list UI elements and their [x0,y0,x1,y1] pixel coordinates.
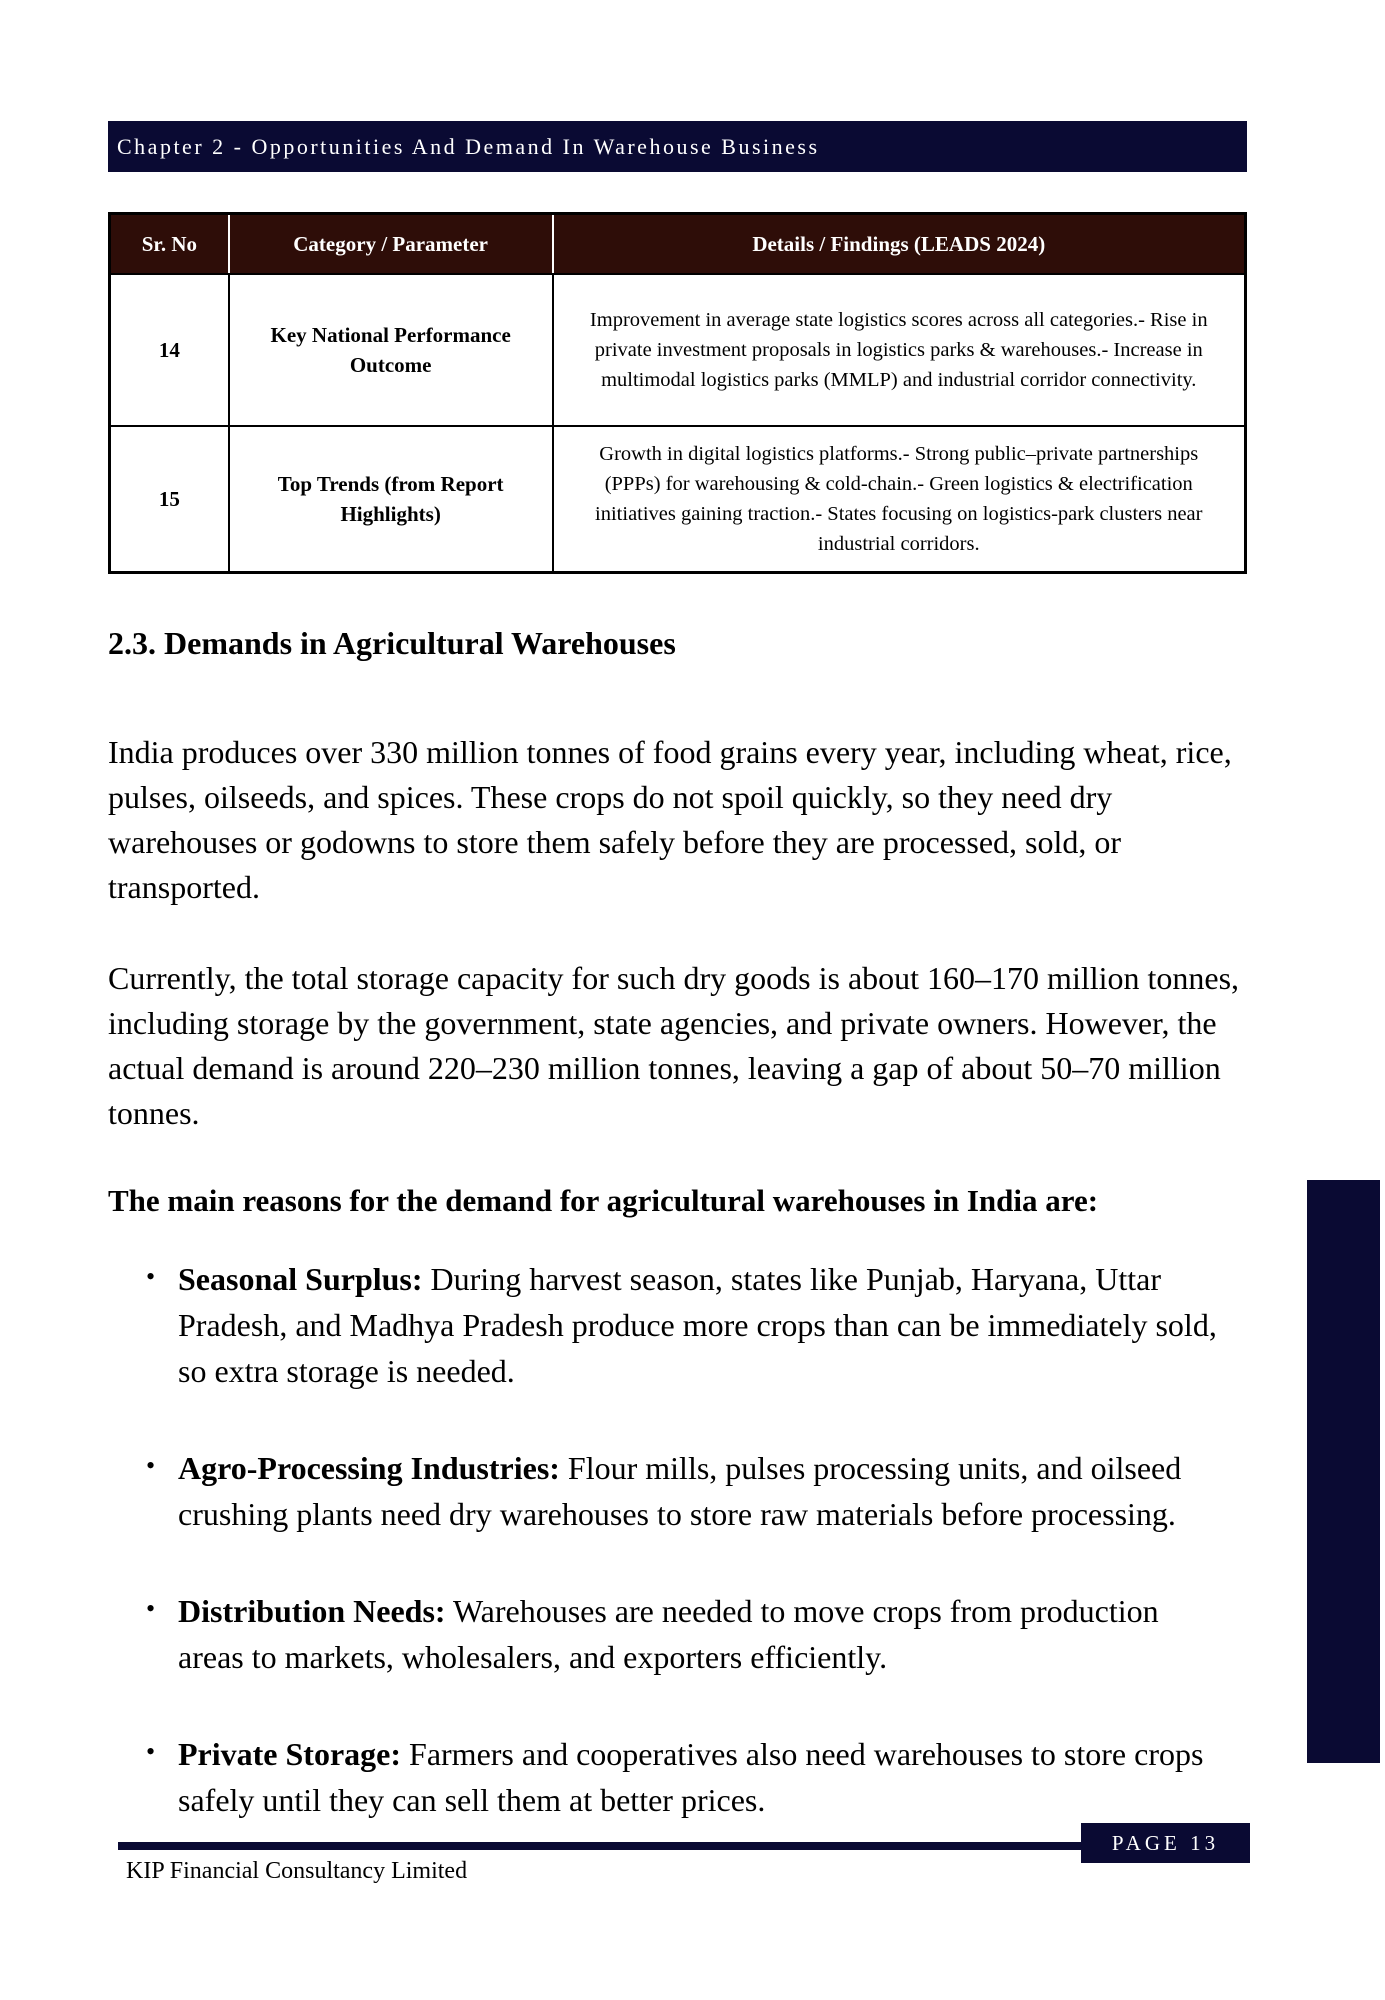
page-number-badge [1081,1823,1250,1863]
cell-sr-no: 14 [110,274,229,426]
reasons-intro-line: The main reasons for the demand for agricultural warehouses in India are: [108,1183,1099,1218]
header-cell-category: Category / Parameter [229,214,553,275]
list-item [132,1588,1222,1680]
cell-details: Improvement in average state logistics scores across all categories.- Rise in private investment proposals in logistics parks & warehouses.- Increase in multimodal logistics parks (MMLP) and industrial corridor connectivity. [553,274,1246,426]
cell-details: Growth in digital logistics platforms.- Strong public–private partnerships (PPPs) for warehousing & cold-chain.- Green logistics & electrification initiatives gaining traction.- States focusing on logistics-park clusters near industrial corridors. [553,426,1246,573]
cell-sr-no: 15 [110,426,229,573]
bullet-icon: • [146,1594,156,1623]
list-item [132,1256,1222,1394]
table-row [110,274,1246,426]
bullet-label: Agro-Processing Industries: [178,1450,560,1486]
bullet-icon: • [146,1262,156,1291]
bullet-label: Seasonal Surplus: [178,1261,423,1297]
bullet-text: Warehouses are needed to move crops from production areas to markets, wholesalers, and exporters efficiently. [178,1593,1159,1675]
cell-category: Top Trends (from Report Highlights) [229,426,553,573]
header-cell-details: Details / Findings (LEADS 2024) [553,214,1246,275]
page-number-label: PAGE 13 [1111,1830,1220,1855]
footer-company-name: KIP Financial Consultancy Limited [126,1858,468,1884]
right-accent-bar [1307,1180,1380,1763]
bullet-label: Distribution Needs: [178,1593,446,1629]
leads-findings-table [108,212,1247,574]
cell-category: Key National Performance Outcome [229,274,553,426]
bullet-icon: • [146,1451,156,1480]
header-cell-sr-no: Sr. No [110,214,229,275]
body-paragraph: Currently, the total storage capacity for such dry goods is about 160–170 million tonnes, including storage by the government, state agencies, and private owners. However, the actual demand is around 220–230 million tonnes, leaving a gap of about 50–70 million tonnes. [108,960,1240,1131]
footer-rule [118,1842,1081,1850]
body-paragraph: India produces over 330 million tonnes of food grains every year, including wheat, rice, pulses, oilseeds, and spices. These crops do not spoil quickly, so they need dry warehouses or godowns to store them safely before they are processed, sold, or transported. [108,734,1232,905]
chapter-header-bar [108,121,1247,172]
table-row [110,426,1246,573]
list-item [132,1445,1222,1537]
bullet-icon: • [146,1737,156,1766]
section-heading: 2.3. Demands in Agricultural Warehouses [108,624,676,661]
bullet-text: Flour mills, pulses processing units, and oilseed crushing plants need dry warehouses to store raw materials before processing. [178,1450,1182,1532]
bullet-text: During harvest season, states like Punjab, Haryana, Uttar Pradesh, and Madhya Pradesh produce more crops than can be immediately sold, so extra storage is needed. [178,1261,1217,1389]
chapter-header-title: Chapter 2 - Opportunities And Demand In Warehouse Business [117,133,820,159]
bullet-text: Farmers and cooperatives also need warehouses to store crops safely until they can sell them at better prices. [178,1736,1204,1818]
list-item [132,1731,1222,1823]
bullet-label: Private Storage: [178,1736,402,1772]
table-header-row [110,214,1246,275]
reasons-bullet-list [132,1256,1222,1874]
